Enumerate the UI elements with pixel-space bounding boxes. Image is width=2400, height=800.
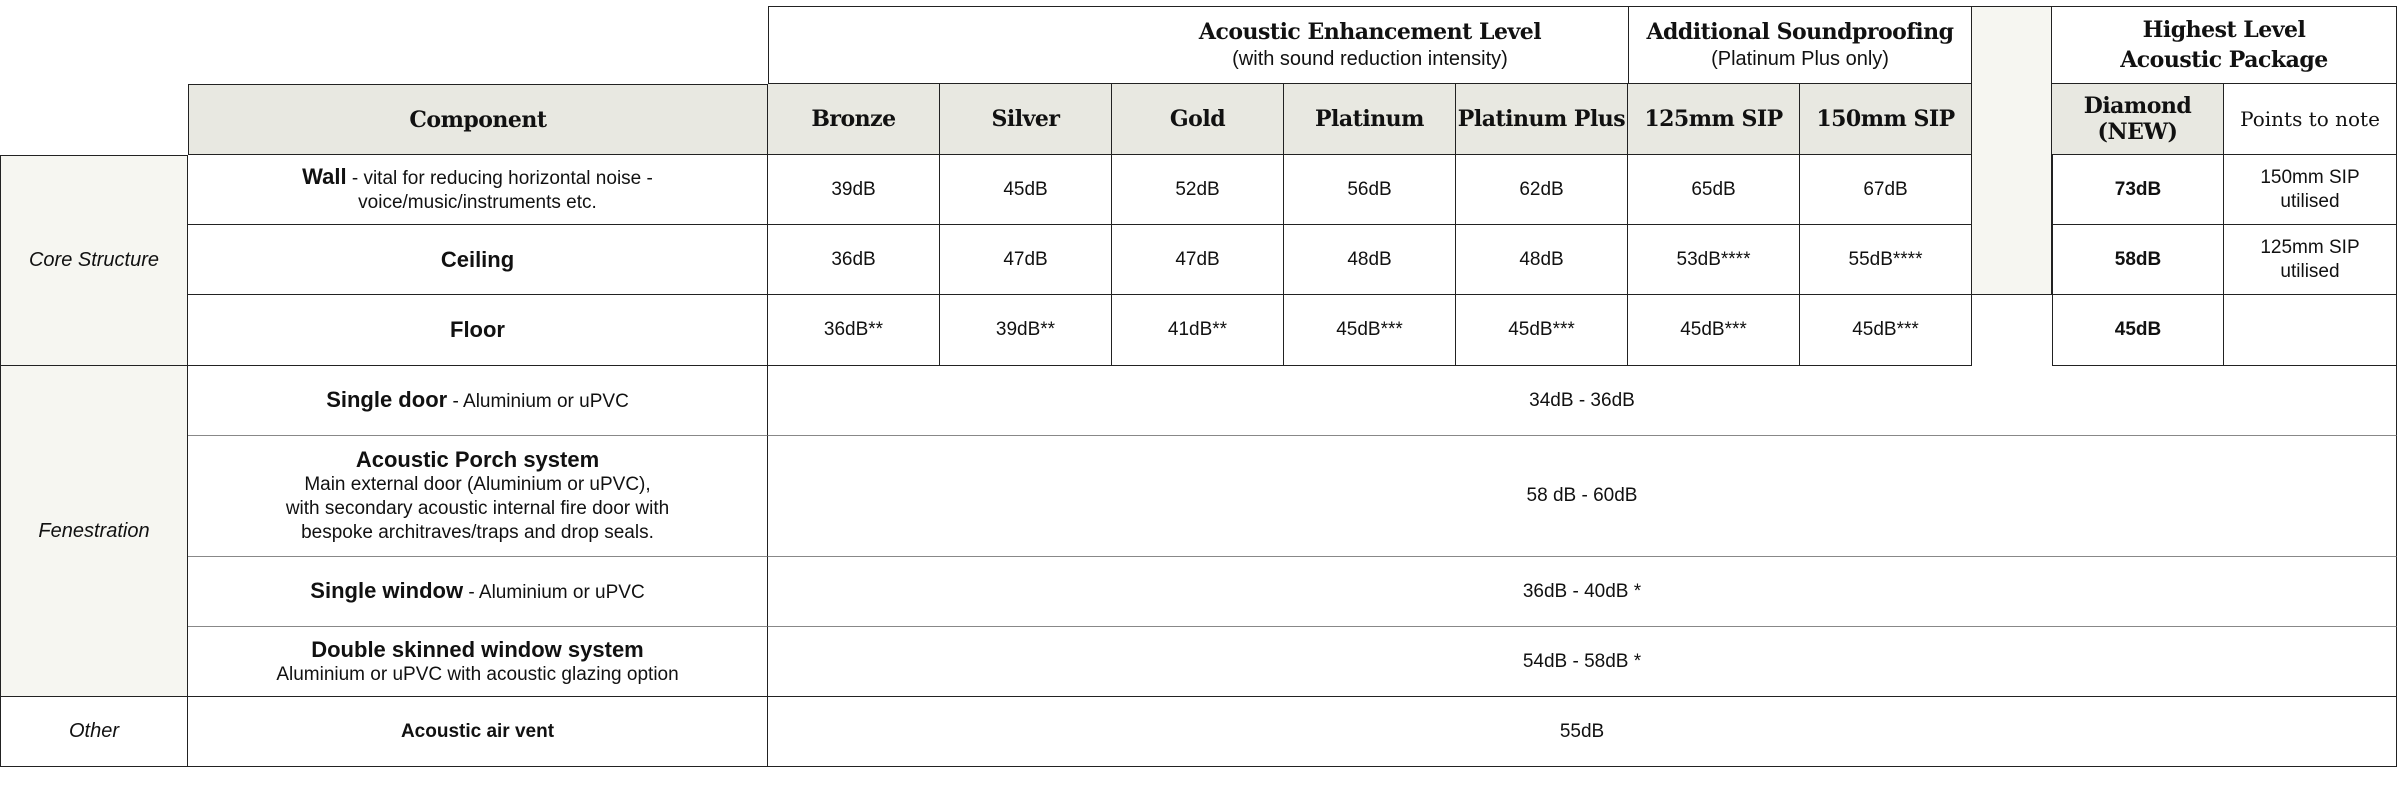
double-window-desc: Aluminium or uPVC with acoustic glazing option: [276, 663, 679, 685]
column-header-gold: [1112, 84, 1284, 155]
category-other: [0, 697, 188, 767]
single-window-title: Single window: [310, 577, 464, 603]
floor-150mm-sip: 45dB***: [1800, 295, 1972, 366]
ceiling-platinum-plus: 48dB: [1456, 225, 1628, 295]
wall-gold: 52dB: [1112, 155, 1284, 225]
porch-title: Acoustic Porch system: [355, 447, 600, 472]
floor-note: [2224, 295, 2397, 366]
component-double-window: [188, 627, 768, 697]
ceiling-150mm-sip: 55dB****: [1800, 225, 1972, 295]
enhancement-level-title: Acoustic Enhancement Level: [1198, 19, 1542, 45]
highest-level-header: [2052, 6, 2397, 84]
column-header-platinum-plus: [1456, 84, 1628, 155]
double-window-value: 54dB - 58dB *: [768, 627, 2397, 697]
ceiling-bronze: 36dB: [768, 225, 940, 295]
ceiling-note: 125mm SIP utilised: [2224, 225, 2397, 295]
points-to-note-label: Points to note: [2240, 107, 2380, 131]
column-header-125mm-sip: [1628, 84, 1800, 155]
single-door-title: Single door: [326, 386, 448, 412]
column-header-component: [188, 84, 768, 155]
double-window-title: Double skinned window system: [311, 636, 644, 662]
additional-soundproofing-header: [1628, 6, 1972, 84]
column-header-points-to-note: [2224, 84, 2397, 155]
category-fenestration: [0, 366, 188, 697]
floor-125mm-sip: 45dB***: [1628, 295, 1800, 366]
sip150-label: 150mm SIP: [1816, 106, 1955, 132]
air-vent-value: 55dB: [768, 697, 2397, 767]
single-door-value: 34dB - 36dB: [768, 366, 2397, 436]
component-floor: [188, 295, 768, 366]
wall-bronze: 39dB: [768, 155, 940, 225]
wall-note: 150mm SIP utilised: [2224, 155, 2397, 225]
component-acoustic-porch: [188, 436, 768, 557]
wall-platinum: 56dB: [1284, 155, 1456, 225]
ceiling-title: Ceiling: [440, 246, 515, 272]
floor-silver: 39dB**: [940, 295, 1112, 366]
single-window-desc: - Aluminium or uPVC: [463, 581, 645, 603]
wall-desc-inline: - vital for reducing horizontal noise -: [346, 167, 653, 189]
floor-gold: 41dB**: [1112, 295, 1284, 366]
single-window-value: 36dB - 40dB *: [768, 557, 2397, 627]
component-single-door: [188, 366, 768, 436]
floor-diamond: 45dB: [2052, 295, 2224, 366]
bronze-label: Bronze: [811, 106, 896, 132]
column-header-silver: [940, 84, 1112, 155]
column-header-platinum: [1284, 84, 1456, 155]
floor-platinum: 45dB***: [1284, 295, 1456, 366]
component-single-window: [188, 557, 768, 627]
spacer-column: [1972, 6, 2052, 295]
component-label: Component: [409, 106, 547, 133]
wall-silver: 45dB: [940, 155, 1112, 225]
component-air-vent: [188, 697, 768, 767]
ceiling-diamond: 58dB: [2052, 225, 2224, 295]
porch-value: 58 dB - 60dB: [768, 436, 2397, 557]
wall-title: Wall: [302, 163, 347, 189]
ceiling-125mm-sip: 53dB****: [1628, 225, 1800, 295]
enhancement-level-subtitle: (with sound reduction intensity): [1232, 48, 1508, 70]
core-structure-label: Core Structure: [28, 249, 160, 271]
column-header-150mm-sip: [1800, 84, 1972, 155]
air-vent-title: Acoustic air vent: [400, 720, 555, 742]
sip125-label: 125mm SIP: [1644, 106, 1783, 132]
diamond-label: Diamond (NEW): [2083, 93, 2192, 145]
other-label: Other: [68, 720, 120, 742]
wall-125mm-sip: 65dB: [1628, 155, 1800, 225]
component-ceiling: [188, 225, 768, 295]
component-wall: [188, 155, 768, 225]
gold-label: Gold: [1169, 106, 1226, 132]
acoustic-comparison-table: [0, 6, 2397, 767]
ceiling-gold: 47dB: [1112, 225, 1284, 295]
silver-label: Silver: [991, 106, 1060, 132]
single-door-desc: - Aluminium or uPVC: [447, 390, 629, 412]
floor-bronze: 36dB**: [768, 295, 940, 366]
ceiling-silver: 47dB: [940, 225, 1112, 295]
category-core-structure: [0, 155, 188, 366]
porch-desc: Main external door (Aluminium or uPVC), with secondary acoustic internal fire door with bespoke architraves/traps and drop seals.: [285, 474, 670, 543]
column-header-diamond: [2052, 84, 2224, 155]
additional-soundproofing-subtitle: (Platinum Plus only): [1711, 48, 1889, 70]
wall-150mm-sip: 67dB: [1800, 155, 1972, 225]
wall-platinum-plus: 62dB: [1456, 155, 1628, 225]
column-header-bronze: [768, 84, 940, 155]
fenestration-label: Fenestration: [38, 519, 150, 542]
floor-platinum-plus: 45dB***: [1456, 295, 1628, 366]
platinum-label: Platinum: [1315, 106, 1424, 132]
wall-desc-line2: voice/music/instruments etc.: [358, 191, 597, 213]
wall-diamond: 73dB: [2052, 155, 2224, 225]
highest-level-title: Highest Level Acoustic Package: [2120, 17, 2328, 73]
floor-title: Floor: [450, 317, 505, 342]
ceiling-platinum: 48dB: [1284, 225, 1456, 295]
platinum-plus-label: Platinum Plus: [1457, 106, 1626, 132]
additional-soundproofing-title: Additional Soundproofing: [1646, 19, 1954, 45]
